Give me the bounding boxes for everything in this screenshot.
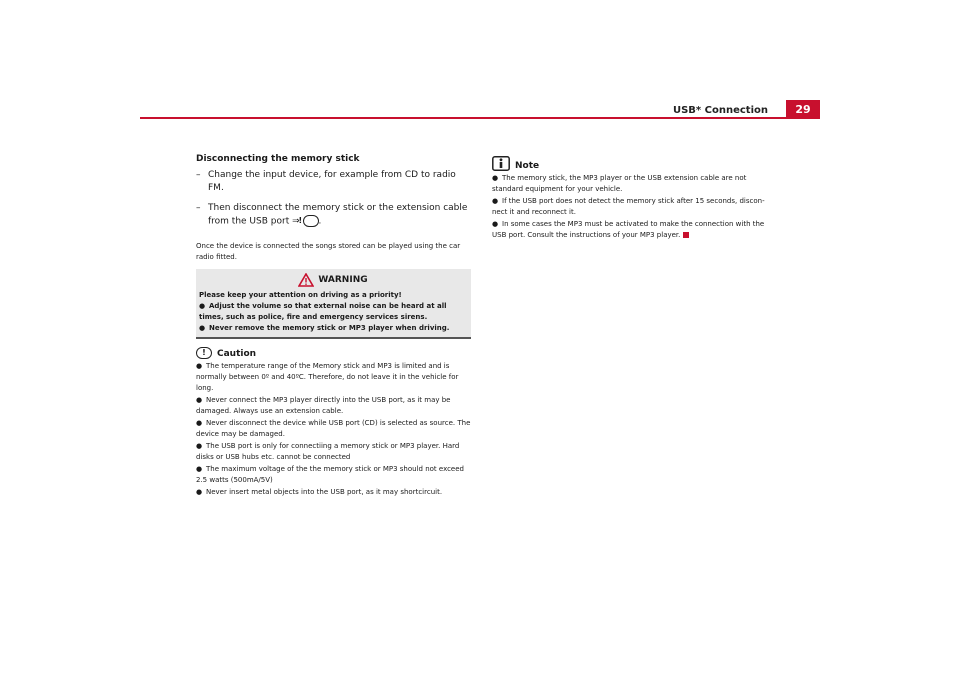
warning-triangle-icon	[298, 273, 314, 287]
bullet-icon: ●	[492, 220, 499, 228]
bullet-icon: ●	[196, 441, 203, 450]
info-paragraph: Once the device is connected the songs stored can be played using the car radio fitted.	[196, 241, 461, 261]
warning-item: ● Adjust the volume so that external noise can be heard at all times, such as police, fire and emergency services sirens.	[199, 301, 447, 321]
section-heading: Disconnecting the memory stick	[196, 154, 360, 164]
bullet-icon: ●	[196, 487, 203, 496]
bullet-icon: ●	[196, 361, 203, 370]
note-item: ● The memory stick, the MP3 player or the USB extension cable are not standard equipment for your vehicle.	[492, 174, 747, 193]
step-2: – Then disconnect the memory stick or the extension cable from the USB port ⇒ ! .	[196, 203, 468, 227]
caution-icon: !	[196, 347, 212, 359]
note-item: ● If the USB port does not detect the memory stick after 15 seconds, discon-nect it and reconnect it.	[492, 197, 765, 216]
warning-intro: Please keep your attention on driving as a priority!	[199, 290, 402, 299]
step-1: – Change the input device, for example from CD to radio FM.	[196, 170, 456, 193]
bullet-icon: ●	[196, 418, 203, 427]
caution-item: ● Never disconnect the device while USB port (CD) is selected as source. The device may be damaged.	[196, 418, 471, 438]
caution-item: ● Never insert metal objects into the USB port, as it may shortcircuit.	[196, 487, 443, 496]
caution-item: ● The temperature range of the Memory stick and MP3 is limited and is normally between 0º and 40ºC. Therefore, do not leave it in the vehicle for long.	[196, 361, 459, 392]
page-number: 29	[786, 100, 820, 119]
note-heading: Note	[492, 156, 772, 171]
caution-item: ● The USB port is only for connectiing a memory stick or MP3 player. Hard disks or USB hubs etc. cannot be connected	[196, 441, 460, 461]
header-rule	[140, 117, 820, 119]
warning-heading: WARNING	[199, 273, 467, 287]
cross-reference-arrow: ⇒	[292, 216, 300, 227]
bullet-icon: ●	[199, 301, 206, 310]
note-item: ● In some cases the MP3 must be activated to make the connection with the USB port. Consult the instructions of your MP3 player.	[492, 220, 765, 239]
caution-heading: ! Caution	[196, 347, 471, 359]
bullet-icon: ●	[196, 464, 203, 473]
bullet-icon: ●	[492, 197, 499, 205]
left-column	[196, 154, 471, 499]
page-section-title: USB* Connection	[672, 105, 768, 116]
warning-box	[196, 269, 471, 339]
caution-item: ● The maximum voltage of the the memory stick or MP3 should not exceed 2.5 watts (500mA/5V)	[196, 464, 464, 484]
bullet-icon: ●	[196, 395, 203, 404]
right-column	[492, 156, 772, 242]
bullet-icon: ●	[199, 323, 206, 332]
caution-item: ● Never connect the MP3 player directly into the USB port, as it may be damaged. Always use an extension cable.	[196, 395, 451, 415]
step-dash: –	[196, 203, 201, 213]
bullet-icon: ●	[492, 174, 499, 182]
section-end-marker	[683, 232, 689, 238]
caution-ref-icon: !	[303, 215, 319, 227]
warning-item: ● Never remove the memory stick or MP3 player when driving.	[199, 323, 450, 332]
note-info-icon	[492, 156, 510, 171]
step-dash: –	[196, 170, 201, 180]
